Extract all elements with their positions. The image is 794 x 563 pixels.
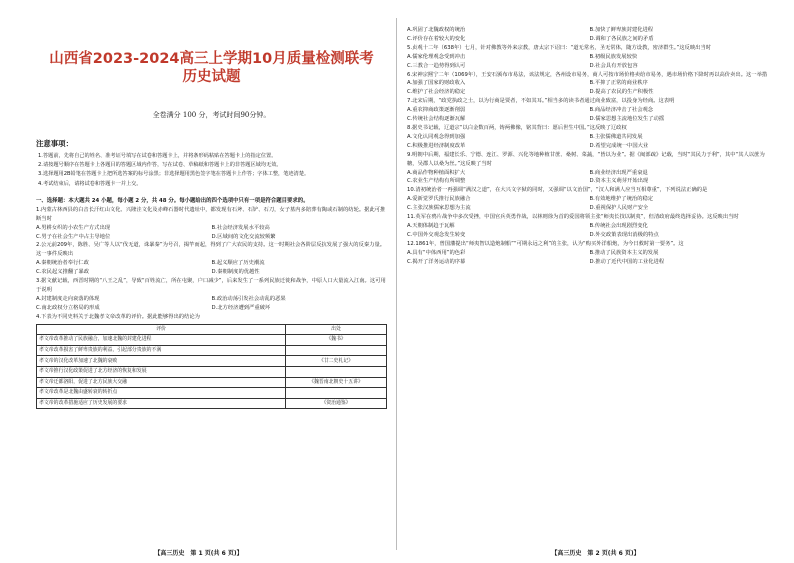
question-stem: 2.公元前209年，陈胜、吴广等人以“伐无道，诛暴秦”为号召，揭竿而起，得到了广大农民的支持。这一时期社会各阶层反抗发展了强大的反秦力量。这一事件反映出 <box>36 242 386 258</box>
option-a: A.文化认同观念得到加强 <box>407 133 466 140</box>
table-header-row <box>37 324 387 335</box>
option-c: C.男子在社会生产中占主导地位 <box>36 233 111 240</box>
option-a: A.天朝体制趋于瓦解 <box>407 222 455 229</box>
options <box>36 259 387 277</box>
option-c: C.主张汉族儒家思想为主流 <box>407 205 471 212</box>
option-d: D.外交政策表现出消极的特点 <box>589 231 659 238</box>
table-row <box>37 356 387 367</box>
exam-subtitle: 历史试题 <box>182 69 241 85</box>
table-row <box>37 366 387 377</box>
table-cell: 孝文帝改革损害了鲜卑贵族的利益，引起部分贵族的不满 <box>37 345 286 356</box>
notice-item: 3.选择题用2B铅笔在答题卡上把所选答案的标号涂黑；非选择题用黑色签字笔在答题卡上作答；字体工整，笔迹清楚。 <box>38 171 310 178</box>
question-2 <box>36 241 387 277</box>
option-b: B.加快了鲜卑族封建化进程 <box>589 27 654 33</box>
option-a: A.加强了国家的财政收入 <box>407 80 466 87</box>
table-cell: 孝文帝推行汉化政策促进了北方经济的恢复和发展 <box>37 366 286 377</box>
notice-item: 1.答题前，先将自己的姓名、准考证号填写在试卷和答题卡上，并将条形码粘贴在答题卡上的指定位置。 <box>38 153 277 159</box>
option-c: C.中国外交观念发生转变 <box>407 231 466 238</box>
option-b: B.商业经济出现严重衰退 <box>589 169 648 176</box>
option-d: D.希望完成统一中国大业 <box>589 142 649 149</box>
option-b: B.初级民族发展较快 <box>589 53 638 60</box>
table-cell <box>286 388 387 399</box>
options <box>407 53 772 71</box>
options <box>407 106 772 124</box>
question-stem: 10.清初统治者一再强调“满汉之道”，在大兴文字狱的同时，又强调“以文治国”，“汉人和满人应当互相尊重”，下列说法正确的是 <box>407 187 708 194</box>
table-header: 出处 <box>286 324 387 335</box>
table-row <box>37 377 387 388</box>
notice-section <box>36 138 387 189</box>
page-footer: 【高三历史 第 2 页(共 6 页)】 <box>551 550 640 557</box>
question-5 <box>407 44 772 71</box>
table-row <box>37 388 387 399</box>
options <box>407 169 772 187</box>
table-cell: 孝文帝迁都洛阳，促进了北方民族大交融 <box>37 377 286 388</box>
question-1 <box>36 206 387 242</box>
options <box>407 195 772 213</box>
option-a: A.封建制度走向衰落的体现 <box>36 295 100 302</box>
option-b: B.有效地维护了统治的稳定 <box>589 196 654 203</box>
question-stem: 12.1861年，曾国藩提出“师夷智以造炮制船”“可期永远之利”的主张，认为“购买外洋船炮，为今日救时第一要务”。这 <box>407 240 684 247</box>
question-4-options <box>407 26 772 44</box>
question-12 <box>407 240 772 267</box>
exam-title: 山西省2023-2024高三上学期10月质量检测联考 <box>49 51 374 67</box>
option-d: D.社会具有开放包容 <box>589 62 638 69</box>
option-b: B.社会经济发展水平较高 <box>211 224 270 231</box>
page-footer: 【高三历史 第 1 页(共 6 页)】 <box>154 550 243 557</box>
section-heading: 一、选择题：本大题共 24 小题，每小题 2 分，共 48 分。每小题给出的四个选项中只有一项是符合题目要求的。 <box>36 197 309 204</box>
option-d: D.提高了农民的生产积极性 <box>589 89 654 96</box>
options <box>407 79 772 97</box>
option-a: A.儒家伦理观念受到冲击 <box>407 53 466 60</box>
option-c: C.积极推进经济制度改革 <box>407 142 466 149</box>
question-stem: 3.据文献记载，西晋时期的“八王之乱”，导致“百姓流亡，所在屯聚，户口减少”，后来发生了一系列民族迁徙和战争，中原人口大量流入江南。这可用于说明 <box>36 278 386 293</box>
option-d: D.调和了各民族之间的矛盾 <box>589 35 654 42</box>
question-6 <box>407 71 772 98</box>
option-c: C.传统社会结构逐渐瓦解 <box>407 116 466 123</box>
option-b: B.起义顺应了历史潮流 <box>211 260 265 267</box>
options <box>407 133 772 151</box>
table-row <box>37 398 387 409</box>
option-b: B.平抑了正常的商业秩序 <box>589 80 648 87</box>
option-d: D.秦朝制度的优越性 <box>211 269 260 276</box>
option-a: A.重农抑商政策逐渐削弱 <box>407 107 466 114</box>
option-d: D.区域间的文化交流较频繁 <box>211 233 276 240</box>
question-4 <box>36 313 387 410</box>
question-11 <box>407 213 772 240</box>
table-cell: 孝文帝改革推动了民族融合，加速北魏的封建化进程 <box>37 335 286 346</box>
question-stem: 8.据史书记载，辽道宗“以白金数百两，铸两佛像，铭其背曰：愿后世生中国。”这反映了辽政权 <box>407 124 627 131</box>
options <box>36 224 387 242</box>
exam-meta: 全卷满分 100 分，考试时间90分钟。 <box>152 111 271 119</box>
table-cell: 孝文帝改革是北魏由盛转衰的转折点 <box>37 388 286 399</box>
option-b: B.政治动荡引发社会动乱的恶果 <box>211 295 286 302</box>
option-d: D.推动了近代中国的工业化进程 <box>589 258 665 265</box>
question-stem: 5.贞观十二年（638年）七月，针对佛教等外来宗教，唐太宗下诏曰：“道无常名，圣无常体，随方设教，密济群生。”这反映出当时 <box>407 44 712 51</box>
option-c: C.三教合一趋势得到认可 <box>407 62 466 69</box>
option-b: B.主张儒佛道共同发展 <box>589 133 643 140</box>
notice-item: 2.请按题号顺序在答题卡上各题目的答题区域内作答，写在试卷、草稿纸和答题卡上的非答题区域均无效。 <box>38 162 282 169</box>
option-a: A.秦朝统治者奉行仁政 <box>36 260 89 267</box>
option-c: C.维护了社会经济的稳定 <box>407 89 466 96</box>
question-stem: 11.英军在鸦片战争中多次受挫，中国官兵英勇作战，以林则徐为首的爱国将领主张“师夷长技以制夷”，但清政府最终选择妥协。这反映出当时 <box>407 214 739 221</box>
option-d: D.资本主义萌芽开始出现 <box>589 178 649 185</box>
question-stem: 6.宋神宗熙宁二年（1069年），王安石颁布市易法，该法规定，各州设市易务，商人可按市场价格卖给市易务，遇市场价格下降时再以高价卖出。这一举措 <box>407 71 768 78</box>
table-cell: 孝文帝的汉化改革加速了北魏的衰败 <box>37 356 286 367</box>
notice-title: 注意事项： <box>36 139 73 148</box>
table-row <box>37 335 387 346</box>
table-cell: 《资治通鉴》 <box>286 398 387 409</box>
option-c: C.评价存在着较大的变化 <box>407 35 466 42</box>
table-row <box>37 345 387 356</box>
option-c: C.南北政权分立格局的形成 <box>36 304 100 311</box>
option-b: B.商品经济冲击了社会观念 <box>589 107 654 114</box>
option-d: D.北方经济遭到严重破坏 <box>211 304 271 311</box>
option-b: B.传统社会出现剧烈变化 <box>589 222 648 229</box>
evaluation-table <box>36 324 387 410</box>
option-a: A.巩固了北魏政权的统治 <box>407 27 466 33</box>
table-cell: 孝文帝的改革措施适应了历史发展的要求 <box>37 398 286 409</box>
option-d: D.儒家思想主流地位发生了动摇 <box>589 116 665 123</box>
table-cell: 《魏晋南北朝史十五讲》 <box>286 377 387 388</box>
question-stem: 9.明朝中后期，福建长乐、宁德、连江、罗源、兴化等地种植甘蔗、桑树、菜蔬，“皆以为业”。据《闽部疏》记载，当时“其民力于利”，其中“其人以蔗为糖，吴郡人以桑为丝。”这反映了当时 <box>407 151 765 167</box>
option-a: A.具有“中体西用”的色彩 <box>407 249 466 256</box>
options <box>407 222 772 240</box>
table-cell: 《廿二史札记》 <box>286 356 387 367</box>
option-b: B.推动了民族资本主义的发展 <box>589 249 659 256</box>
exam-page-2 <box>397 0 794 563</box>
question-3 <box>36 277 387 313</box>
table-cell <box>286 366 387 377</box>
option-c: C.农民起义推翻了暴政 <box>36 269 90 276</box>
table-header: 评价 <box>37 324 286 335</box>
notice-item: 4.考试结束后，请将试卷和答题卡一并上交。 <box>38 180 142 187</box>
question-10 <box>407 186 772 213</box>
option-a: A.男耕女织的小农生产方式出现 <box>36 224 111 231</box>
question-8 <box>407 124 772 151</box>
option-c: C.揭开了洋务运动的序幕 <box>407 258 466 265</box>
question-9 <box>407 151 772 187</box>
question-stem: 4.下表为不同史料关于北魏孝文帝改革的评价。据此能够得出的结论为 <box>36 313 200 320</box>
option-d: D.重视保护人民财产安全 <box>589 205 649 212</box>
question-stem: 1.内蒙古林西县的白音长汗红山文化、兴隆洼文化及赤峰石器时代遗址中，都发现有石斧、石铲、石刀，女子墓内多陪葬有陶或石制的纺轮。据此可推断当时 <box>36 206 386 222</box>
table-cell <box>286 345 387 356</box>
options <box>36 295 387 313</box>
options <box>407 249 772 267</box>
question-stem: 7.北宋后期，“政党执政之士，以为行商是贾者，不如其耳。”相当多的读书者通过商业致富，以投身为经商。这表明 <box>407 98 675 105</box>
option-a: A.爱新觉罗氏推行民族融合 <box>407 196 471 203</box>
option-c: C.农业生产结构有所调整 <box>407 178 466 185</box>
table-cell: 《魏书》 <box>286 335 387 346</box>
option-a: A.商品作物种植面积扩大 <box>407 169 466 176</box>
question-7 <box>407 97 772 124</box>
